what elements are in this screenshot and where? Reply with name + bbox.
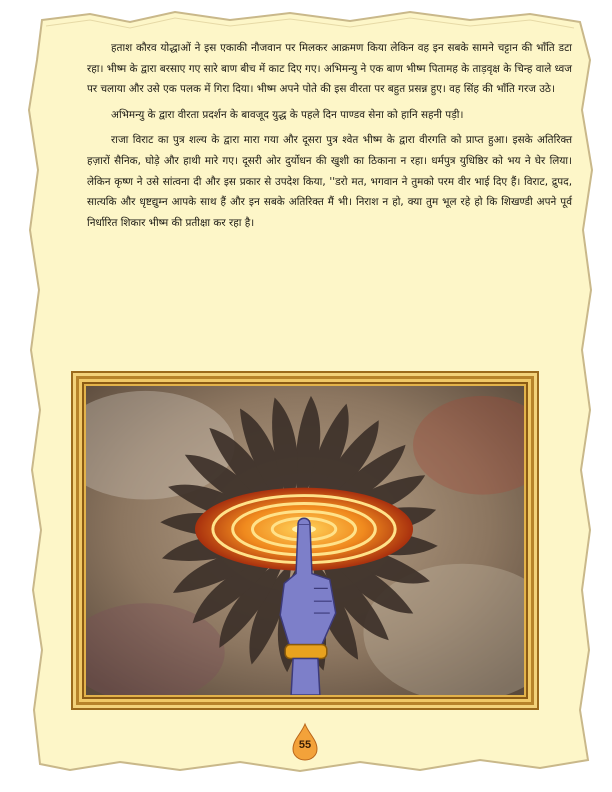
chakra-illustration [86, 386, 524, 695]
paragraph-3: राजा विराट का पुत्र शल्य के द्वारा मारा गया और दूसरा पुत्र श्वेत भीष्म के द्वारा वीरगति को प्राप्त हुआ। इसके अतिरिक्त हज़ारों सैनिक, घोड़े और हाथी मारे गए। दूसरी ओर दुर्योधन की खुशी का ठिकाना न रहा। धर्मपुत्र युधिष्ठिर को भय ने घेर लिया। लेकिन कृष्ण ने उसे सांत्वना दी और इस प्रकार से उपदेश किया, ''डरो मत, भगवान ने तुमको परम वीर भाई दिए हैं। विराट, द्रुपद, सात्यकि और धृष्टद्युम्न आपके साथ हैं और इन सबके अतिरिक्त मैं भी। निराश न हो, क्या तुम भूल रहे हो कि शिखण्डी अपने पूर्व निर्धारित शिकार भीष्म की प्रतीक्षा कर रहा है। [87, 134, 572, 229]
page-number: 55 [298, 739, 312, 751]
paragraph-2: अभिमन्यु के द्वारा वीरता प्रदर्शन के बावजूद युद्ध के पहले दिन पाण्डव सेना को हानि सहनी पड़ी। [111, 108, 464, 121]
body-text [87, 38, 572, 238]
illustration-frame [71, 371, 539, 710]
paragraph-1: हताश कौरव योद्धाओं ने इस एकाकी नौजवान पर मिलकर आक्रमण किया लेकिन वह इन सबके सामने चट्टान की भाँति डटा रहा। भीष्म के द्वारा बरसाए गए सारे बाण बीच में काट दिए गए। अभिमन्यु ने एक बाण भीष्म पितामह के ताड़वृक्ष के चिन्ह वाले ध्वज पर चलाया और उसे एक पलक में गिरा दिया। भीष्म अपने पोते की इस वीरता पर बहुत प्रसन्न हुए। वह सिंह की भाँति गरज उठे। [87, 42, 572, 96]
